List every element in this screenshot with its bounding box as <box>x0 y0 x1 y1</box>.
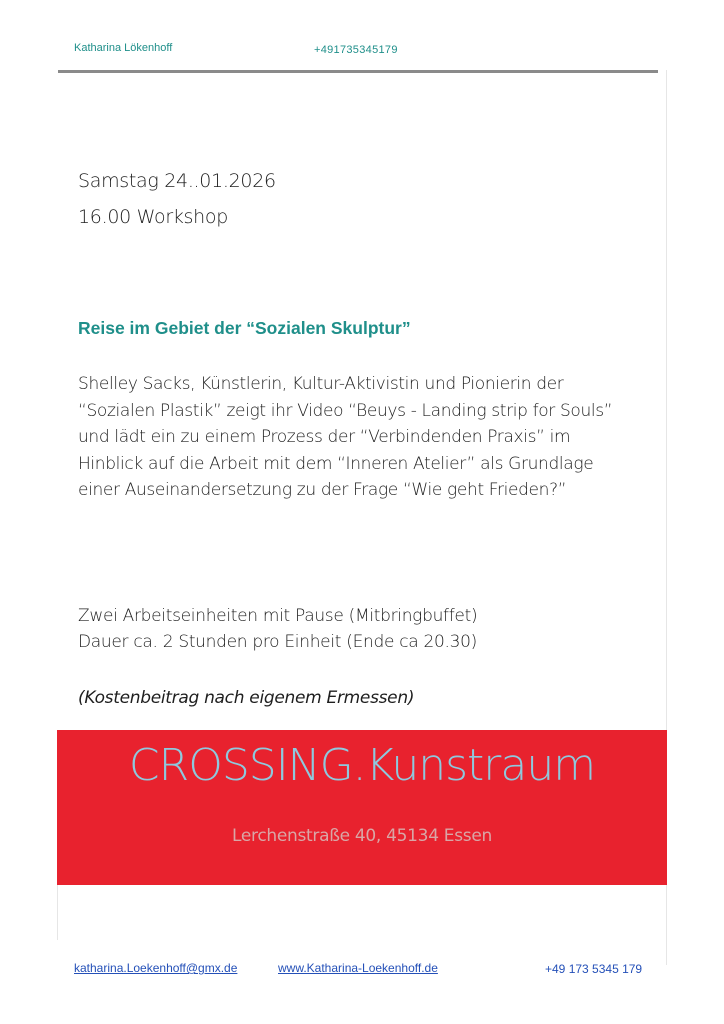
description-line: Shelley Sacks, Künstlerin, Kultur-Aktivistin und Pionierin der <box>78 374 564 394</box>
description-line: einer Auseinandersetzung zu der Frage “Wie geht Frieden?” <box>78 480 567 500</box>
event-date: Samstag 24..01.2026 <box>78 170 276 192</box>
venue-banner <box>57 730 667 885</box>
description-line: “Sozialen Plastik” zeigt ihr Video “Beuys - Landing strip for Souls” <box>78 400 613 421</box>
header-contact-name: Katharina Lökenhoff <box>74 42 173 54</box>
page-border-left <box>57 885 58 940</box>
venue-name: CROSSING.Kunstraum <box>128 740 596 791</box>
venue-address: Lerchenstraße 40, 45134 Essen <box>231 826 492 846</box>
cost-note: (Kostenbeitrag nach eigenem Ermessen) <box>78 688 415 708</box>
description-line: und lädt ein zu einem Prozess der “Verbindenden Praxis” im <box>78 427 571 447</box>
event-time: 16.00 Workshop <box>78 206 228 228</box>
event-title: Reise im Gebiet der “Sozialen Skulptur” <box>78 318 411 338</box>
header-divider <box>58 70 658 73</box>
schedule-line: Zwei Arbeitseinheiten mit Pause (Mitbringbuffet) <box>78 606 478 626</box>
footer-website-link[interactable]: www.Katharina-Loekenhoff.de <box>278 961 438 975</box>
event-schedule <box>78 603 638 655</box>
description-line: Hinblick auf die Arbeit mit dem “Inneren Atelier” als Grundlage <box>78 453 594 474</box>
footer-phone: +49 173 5345 179 <box>545 962 643 976</box>
schedule-line: Dauer ca. 2 Stunden pro Einheit (Ende ca 20.30) <box>78 632 478 652</box>
footer-email-link[interactable]: katharina.Loekenhoff@gmx.de <box>74 961 238 975</box>
event-description <box>78 371 678 504</box>
header-contact-phone: +491735345179 <box>314 44 398 56</box>
